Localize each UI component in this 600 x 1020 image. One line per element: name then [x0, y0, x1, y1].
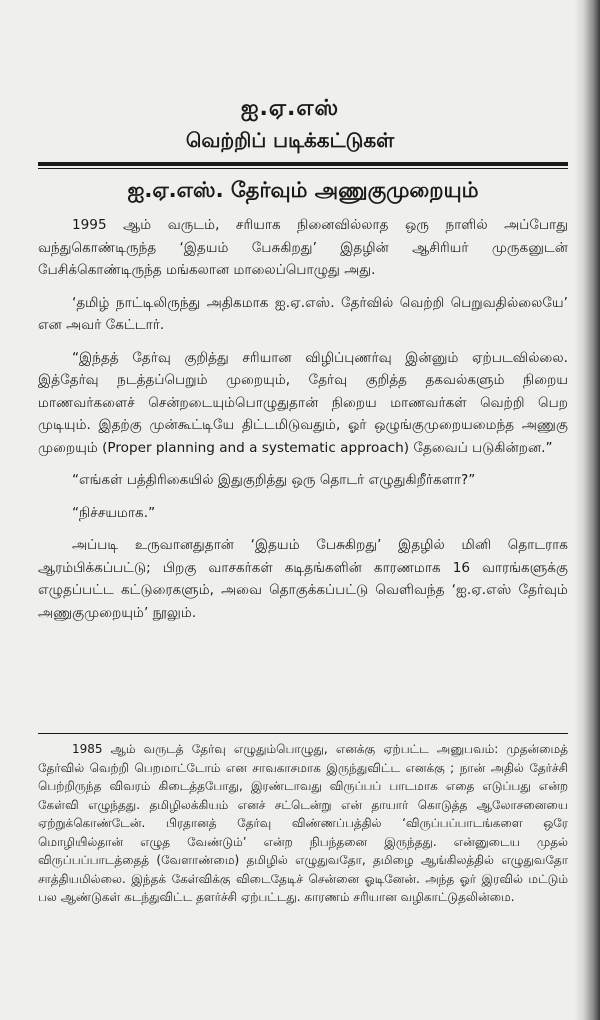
book-spine-shadow: [574, 0, 600, 1020]
body-text: [38, 214, 568, 634]
header-rule-thick: [38, 162, 568, 166]
running-header-subtitle: வெற்றிப் படிக்கட்டுகள்: [185, 128, 395, 152]
running-header-title: ஐ.ஏ.எஸ்: [240, 96, 340, 121]
chapter-title: ஐ.ஏ.எஸ். தேர்வும் அணுகுமுறையும்: [127, 178, 479, 202]
paragraph: ‘தமிழ் நாட்டிலிருந்து அதிகமாக ஐ.ஏ.எஸ். தேர்வில் வெற்றி பெறுவதில்லையே’ என அவர் கேட்டார்.: [38, 294, 568, 333]
footnote: 1985 ஆம் வருடத் தேர்வு எழுதும்பொழுது, எனக்கு ஏற்பட்ட அனுபவம்: முதன்மைத் தேர்வில் வெற்றி பெறமாட்டோம் என சாவகாசமாக இருந்துவிட்ட எனக்கு ; நான் அதில் தேர்ச்சி பெற்றிருந்த விவரம் கிடைத்தபோது, இரண்டாவது விருப்பப் பாடமாக எதை எடுப்பது என்ற கேள்வி எழுந்தது. தமிழிலக்கியம் எனச் சட்டென்று என் தாயார் கொடுத்த ஆலோசனையை ஏற்றுக்கொண்டேன். பிரதானத் தேர்வு விண்ணப்பத்தில் ‘விருப்பப்பாடங்களை ஒரே மொழியில்தான் எழுத வேண்டும்’ என்ற நிபந்தனை இருந்தது. என்னுடைய முதல் விருப்பப்பாடத்தைத் (வேளாண்மை) தமிழில் எழுதுவதோ, தமிழை ஆங்கிலத்தில் எழுதுவதோ சாத்தியமில்லை. இந்தக் கேள்விக்கு விடைதேடிச் சென்னை ஓடினேன். அந்த ஓர் இரவில் மட்டும் பல ஆண்டுகள் கடந்துவிட்ட தளர்ச்சி ஏற்பட்டது. காரணம் சரியான வழிகாட்டுதலின்மை.: [38, 742, 568, 904]
paragraph: “எங்கள் பத்திரிகையில் இதுகுறித்து ஒரு தொடர் எழுதுகிறீர்களா?”: [72, 472, 476, 488]
footnote-rule: [38, 733, 568, 734]
paragraph: “இந்தத் தேர்வு குறித்து சரியான விழிப்புணர்வு இன்னும் ஏற்படவில்லை. இத்தேர்வு நடத்தப்பெறும் முறையும், தேர்வு குறித்த தகவல்களும் நிறைய மாணவர்களைச் சென்றடையும்பொழுதுதான் நிறைய மாணவர்கள் வெற்றி பெற முடியும். இதற்கு முன்கூட்டியே திட்டமிடுவதும், ஓர் ஒழுங்குமுறையமைந்த அணுகு முறையும் (Proper planning and a systematic approach) தேவைப் படுகின்றன.”: [38, 349, 568, 456]
paragraph: 1995 ஆம் வருடம், சரியாக நினைவில்லாத ஒரு நாளில் அப்போது வந்துகொண்டிருந்த ‘இதயம் பேசுகிறது’ இதழின் ஆசிரியர் முருகனுடன் பேசிக்கொண்டிருந்த மங்கலான மாலைப்பொழுது அது.: [38, 217, 568, 278]
paragraph: “நிச்சயமாக.”: [72, 504, 156, 521]
paragraph: அப்படி உருவானதுதான் ‘இதயம் பேசுகிறது’ இதழில் மினி தொடராக ஆரம்பிக்கப்பட்டு; பிறகு வாசகர்கள் கடிதங்களின் காரணமாக 16 வாரங்களுக்கு எழுதப்பட்ட கட்டுரைகளும், அவை தொகுக்கப்பட்டு வெளிவந்த ‘ஐ.ஏ.எஸ் தேர்வும் அணுகுமுறையும்’ நூலும்.: [38, 537, 568, 621]
header-rule-thin: [38, 168, 568, 169]
